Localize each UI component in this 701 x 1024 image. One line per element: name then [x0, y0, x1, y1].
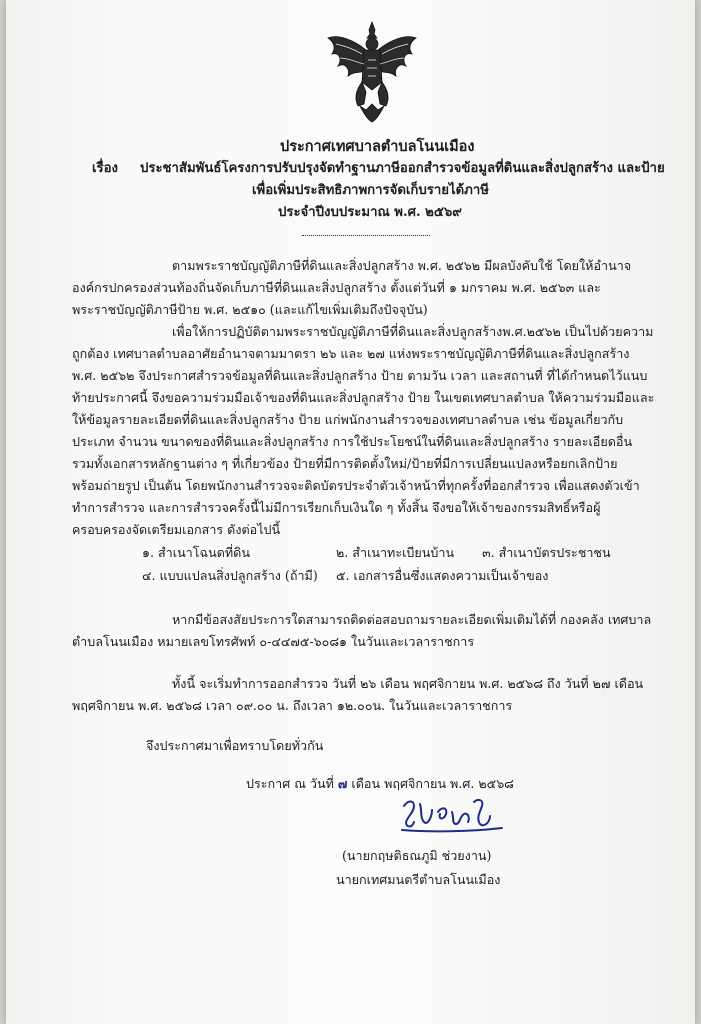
document-item: ๔. แบบแปลนสิ่งปลูกสร้าง (ถ้ามี)	[142, 568, 318, 583]
fiscal-year: ประจำปีงบประมาณ พ.ศ. ๒๕๖๙	[278, 205, 462, 220]
paragraph-2-line: ทำการสำรวจ และการสำรวจครั้งนี้ไม่มีการเรียกเก็บเงินใด ๆ ทั้งสิ้น จึงขอให้เจ้าของกรรมสิทธิ์หรือผู้	[72, 500, 601, 515]
paragraph-2-line: ท้ายประกาศนี้ จึงขอความร่วมมือเจ้าของที่ดินและสิ่งปลูกสร้าง ป้าย ในเขตเทศบาลตำบล ให้ความร่วมมือและ	[72, 390, 655, 405]
garuda-emblem-icon	[324, 20, 420, 124]
document-item: ๑. สำเนาโฉนดที่ดิน	[142, 545, 250, 560]
document-item: ๓. สำเนาบัตรประชาชน	[482, 545, 611, 560]
date-line	[246, 776, 514, 792]
paragraph-1-line: องค์กรปกครองส่วนท้องถิ่นจัดเก็บภาษีที่ดินและสิ่งปลูกสร้าง ตั้งแต่วันที่ ๑ มกราคม พ.ศ. ๒๕๖๓ และ	[72, 280, 601, 295]
paragraph-2-line: พร้อมถ่ายรูป เป็นต้น โดยพนักงานสำรวจจะติดบัตรประจำตัวเจ้าหน้าที่ทุกครั้งที่ออกสำรวจ เพื่อแสดงตัวเข้า	[72, 478, 640, 493]
date-rest: เดือน พฤศจิกายน พ.ศ. ๒๕๖๘	[351, 776, 514, 791]
paragraph-3-line: หากมีข้อสงสัยประการใดสามารถติดต่อสอบถามรายละเอียดเพิ่มเติมได้ที่ กองคลัง เทศบาล	[172, 612, 652, 627]
paragraph-2-line: ให้ข้อมูลรายละเอียดที่ดินและสิ่งปลูกสร้าง ป้าย แก่พนักงานสำรวจของเทศบาลตำบล เช่น ข้อมูลเกี่ยวกับ	[72, 412, 624, 427]
document-item: ๒. สำเนาทะเบียนบ้าน	[336, 545, 455, 560]
handwritten-signature	[398, 792, 508, 836]
paragraph-2-line: ประเภท จำนวน ขนาดของที่ดินและสิ่งปลูกสร้าง การใช้ประโยชน์ในที่ดินและสิ่งปลูกสร้าง รายละเอียดอื่น	[72, 434, 633, 449]
subject-line-1: ประชาสัมพันธ์โครงการปรับปรุงจัดทำฐานภาษีออกสำรวจข้อมูลที่ดินและสิ่งปลูกสร้าง และป้าย	[140, 161, 665, 176]
paragraph-1-line: พระราชบัญญัติภาษีป้าย พ.ศ. ๒๕๑๐ (และแก้ไขเพิ่มเติมถึงปัจจุบัน)	[72, 302, 428, 317]
paragraph-1-line: ตามพระราชบัญญัติภาษีที่ดินและสิ่งปลูกสร้าง พ.ศ. ๒๕๖๒ มีผลบังคับใช้ โดยให้อำนาจ	[172, 258, 632, 273]
signatory-name: (นายกฤษติธณภูมิ ช่วยงาน)	[342, 848, 492, 863]
paragraph-2-line: เพื่อให้การปฏิบัติตามพระราชบัญญัติภาษีที่ดินและสิ่งปลูกสร้างพ.ศ.๒๕๖๒ เป็นไปด้วยความ	[172, 324, 654, 339]
paragraph-2-line: ถูกต้อง เทศบาลตำบลอาศัยอำนาจตามมาตรา ๒๖ และ ๒๗ แห่งพระราชบัญญัติภาษีที่ดินและสิ่งปลูกสร้าง	[72, 346, 630, 361]
subject-line-2: เพื่อเพิ่มประสิทธิภาพการจัดเก็บรายได้ภาษี	[252, 183, 489, 198]
paragraph-2-line: พ.ศ. ๒๕๖๒ จึงประกาศสำรวจข้อมูลที่ดินและสิ่งปลูกสร้าง ป้าย ตามวัน เวลา และสถานที่ ที่ได้กำหนดไว้แนบ	[72, 368, 648, 383]
paragraph-4-line: ทั้งนี้ จะเริ่มทำการออกสำรวจ วันที่ ๒๖ เดือน พฤศจิกายน พ.ศ. ๒๕๖๘ ถึง วันที่ ๒๗ เดือน	[172, 676, 644, 691]
closing-line: จึงประกาศมาเพื่อทราบโดยทั่วกัน	[146, 738, 324, 753]
announcement-title: ประกาศเทศบาลตำบลโนนเมือง	[280, 138, 475, 155]
document-page	[6, 0, 695, 1024]
document-item: ๕. เอกสารอื่นซึ่งแสดงความเป็นเจ้าของ	[336, 568, 549, 583]
divider	[302, 235, 430, 236]
date-day: ๗	[337, 776, 348, 791]
date-prefix: ประกาศ ณ วันที่	[246, 776, 334, 791]
paragraph-3-line: ตำบลโนนเมือง หมายเลขโทรศัพท์ ๐-๔๔๗๕-๖๐๘๑ ในวันและเวลาราชการ	[72, 634, 475, 649]
subject-label: เรื่อง	[92, 161, 118, 176]
paragraph-4-line: พฤศจิกายน พ.ศ. ๒๕๖๘ เวลา ๐๙.๐๐ น. ถึงเวลา ๑๒.๐๐น. ในวันและเวลาราชการ	[72, 698, 513, 713]
signatory-position: นายกเทศมนตรีตำบลโนนเมือง	[336, 872, 501, 887]
paragraph-2-line: ครอบครองจัดเตรียมเอกสาร ดังต่อไปนี้	[72, 522, 281, 537]
paragraph-2-line: รวมทั้งเอกสารหลักฐานต่าง ๆ ที่เกี่ยวข้อง ป้ายที่มีการติดตั้งใหม่/ป้ายที่มีการเปลี่ยนแปลงหรือยกเลิกป้าย	[72, 456, 618, 471]
